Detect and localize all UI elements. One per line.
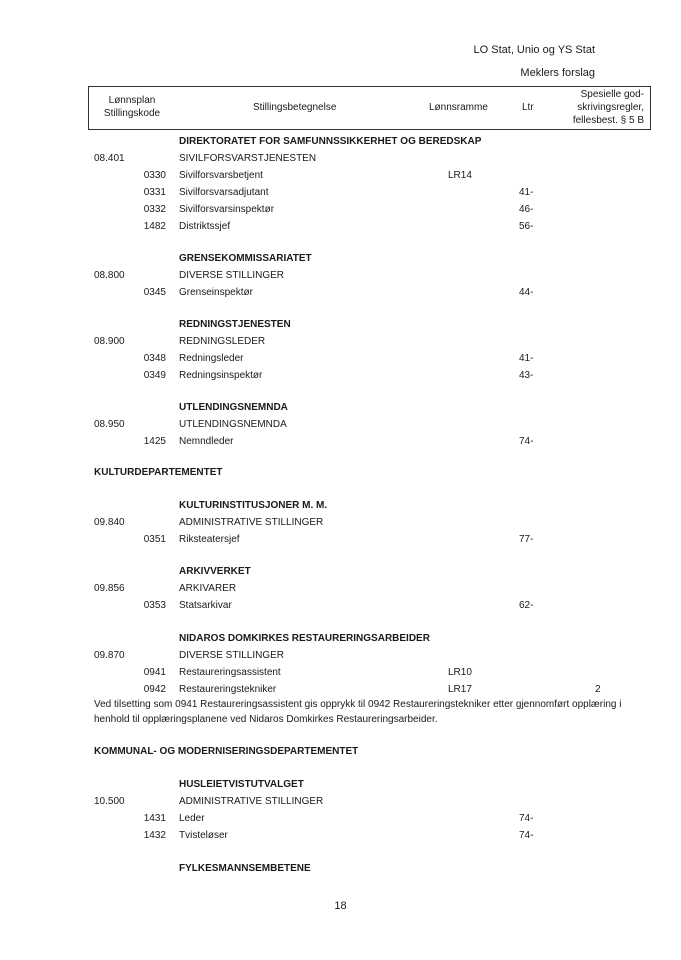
job-title: Nemndleder: [179, 436, 234, 447]
plan-name: REDNINGSLEDER: [179, 336, 266, 347]
plan-code: 08.800: [94, 270, 125, 281]
ltr-value: 77-: [519, 534, 534, 545]
ministry-heading: KULTURDEPARTEMENTET: [94, 467, 223, 478]
section-heading: REDNINGSTJENESTEN: [179, 319, 291, 330]
job-title: Sivilforsvarsinspektør: [179, 204, 275, 215]
job-title: Sivilforsvarsbetjent: [179, 170, 263, 181]
plan-code: 09.840: [94, 517, 125, 528]
col-special-line1: Spesielle god-: [580, 89, 644, 100]
ltr-value: 74-: [519, 436, 534, 447]
col-plan-header: [97, 94, 167, 120]
job-title: Restaureringstekniker: [179, 684, 277, 695]
job-title: Redningsinspektør: [179, 370, 263, 381]
job-code: 1425: [143, 436, 166, 447]
ltr-value: 41-: [519, 187, 534, 198]
section-heading: NIDAROS DOMKIRKES RESTAURERINGSARBEIDER: [179, 633, 430, 644]
plan-name: UTLENDINGSNEMNDA: [179, 419, 287, 430]
plan-code: 08.900: [94, 336, 125, 347]
plan-name: SIVILFORSVARSTJENESTEN: [179, 153, 317, 164]
salary-frame: LR14: [448, 170, 472, 181]
job-code: 0351: [143, 534, 166, 545]
col-special-line3: fellesbest. § 5 B: [572, 115, 644, 126]
ltr-value: 74-: [519, 813, 534, 824]
ltr-value: 62-: [519, 600, 534, 611]
job-code: 0348: [143, 353, 166, 364]
job-title: Sivilforsvarsadjutant: [179, 187, 269, 198]
plan-code: 09.870: [94, 650, 125, 661]
job-code: 1482: [143, 221, 166, 232]
col-salary-header: Lønnsramme: [429, 102, 488, 113]
footnote-text: Ved tilsetting som 0941 Restaureringsassistent gis opprykk til 0942 Restaureringstekniker etter gjennomført opplæring i henhold til opplæringsplanene ved Nidaros Domkirkes Restaureringsarbeider.: [94, 699, 622, 725]
plan-code: 08.401: [94, 153, 125, 164]
plan-code: 09.856: [94, 583, 125, 594]
job-title: Restaureringsassistent: [179, 667, 281, 678]
plan-name: DIVERSE STILLINGER: [179, 650, 285, 661]
col-title-header: Stillingsbetegnelse: [253, 102, 337, 113]
job-code: 0345: [143, 287, 166, 298]
job-title: Statsarkivar: [179, 600, 232, 611]
section-heading: FYLKESMANNSEMBETENE: [179, 863, 311, 874]
section-heading: ARKIVVERKET: [179, 566, 251, 577]
job-title: Leder: [179, 813, 205, 824]
col-special-line2: skrivingsregler,: [577, 102, 644, 113]
job-code: 0349: [143, 370, 166, 381]
plan-name: ADMINISTRATIVE STILLINGER: [179, 796, 324, 807]
plan-code: 08.950: [94, 419, 125, 430]
section-heading: DIREKTORATET FOR SAMFUNNSSIKKERHET OG BEREDSKAP: [179, 136, 482, 147]
section-heading: GRENSEKOMMISSARIATET: [179, 253, 312, 264]
job-code: 0330: [143, 170, 166, 181]
table-header: [88, 86, 651, 130]
col-plan-line2: Stillingskode: [103, 108, 161, 119]
job-title: Tvisteløser: [179, 830, 228, 841]
job-title: Redningsleder: [179, 353, 244, 364]
special-rule: 2: [595, 684, 601, 695]
salary-frame: LR10: [448, 667, 472, 678]
page-number: 18: [334, 900, 347, 912]
job-title: Riksteatersjef: [179, 534, 240, 545]
section-heading: KULTURINSTITUSJONER M. M.: [179, 500, 328, 511]
job-code: 0941: [143, 667, 166, 678]
job-title: Distriktssjef: [179, 221, 231, 232]
ltr-value: 74-: [519, 830, 534, 841]
col-plan-line1: Lønnsplan: [108, 95, 156, 106]
job-code: 0331: [143, 187, 166, 198]
section-heading: UTLENDINGSNEMNDA: [179, 402, 288, 413]
job-code: 1431: [143, 813, 166, 824]
ltr-value: 43-: [519, 370, 534, 381]
ltr-value: 56-: [519, 221, 534, 232]
plan-name: ARKIVARER: [179, 583, 237, 594]
job-title: Grenseinspektør: [179, 287, 253, 298]
job-code: 0942: [143, 684, 166, 695]
section-heading: HUSLEIETVISTUTVALGET: [179, 779, 304, 790]
job-code: 1432: [143, 830, 166, 841]
job-code: 0332: [143, 204, 166, 215]
ministry-heading: KOMMUNAL- OG MODERNISERINGSDEPARTEMENTET: [94, 746, 359, 757]
plan-name: ADMINISTRATIVE STILLINGER: [179, 517, 324, 528]
col-special-header: [573, 88, 644, 127]
salary-frame: LR17: [448, 684, 472, 695]
ltr-value: 46-: [519, 204, 534, 215]
ltr-value: 41-: [519, 353, 534, 364]
ltr-value: 44-: [519, 287, 534, 298]
plan-name: DIVERSE STILLINGER: [179, 270, 285, 281]
plan-code: 10.500: [94, 796, 125, 807]
job-code: 0353: [143, 600, 166, 611]
col-ltr-header: Ltr: [522, 102, 534, 113]
header-proposal: Meklers forslag: [520, 67, 595, 79]
header-parties: LO Stat, Unio og YS Stat: [473, 44, 595, 56]
